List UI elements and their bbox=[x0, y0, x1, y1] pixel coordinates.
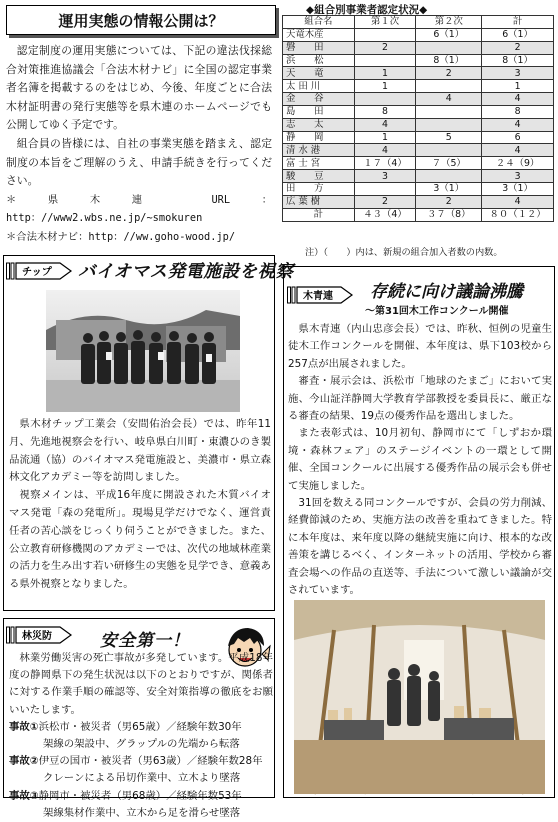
table-cell-name: 広 葉 樹 bbox=[283, 195, 355, 208]
accident-head: 事故② bbox=[9, 755, 39, 768]
accident-head: 事故③ bbox=[9, 789, 39, 802]
table-row bbox=[283, 67, 554, 80]
table-cell-c1: 3 bbox=[354, 170, 416, 183]
chip-label: チップ bbox=[22, 267, 52, 278]
table-cell-c1: 4 bbox=[354, 144, 416, 157]
header-cell: 計 bbox=[482, 16, 554, 29]
table-cell-name: 浜 松 bbox=[283, 54, 355, 67]
table-row bbox=[283, 157, 554, 170]
table-cell-c2: 8（1） bbox=[416, 54, 482, 67]
table-cell-total: 4 bbox=[482, 195, 554, 208]
accident-line2: 架線集材作業中、立木から足を滑らせ墜落 bbox=[43, 806, 241, 819]
table-cell-total: 1 bbox=[482, 80, 554, 93]
table-cell-c2: ３７（8） bbox=[416, 208, 482, 221]
table-cell-name: 天 竜 bbox=[283, 67, 355, 80]
info-paragraph: 認定制度の運用実態については、下記の違法伐採総合対策推進協議会「合法木材ナビ」に全国の認定事業者名簿を掲載するのをはじめ、今後、年度ごとに合法木材証明書の発行実態等を県木連のホームページでも公開してゆく予定です。 bbox=[6, 44, 272, 132]
table-cell-c2: 4 bbox=[416, 93, 482, 106]
safety-intro: 林業労働災害の死亡事故が多発しています。平成18年度の静岡県下の発生状況は以下のとおりですが、関係者に対する作業手順の確認等、安全対策指導の徹底をお願いいたします。 bbox=[9, 652, 273, 716]
table-cell-name: 金 谷 bbox=[283, 93, 355, 106]
table-cell-name: 志 太 bbox=[283, 118, 355, 131]
table-cell-c2: 2 bbox=[416, 67, 482, 80]
table-row bbox=[283, 28, 554, 41]
table-cell-c1: 1 bbox=[354, 67, 416, 80]
table-cell-c2 bbox=[416, 118, 482, 131]
youth-label: 木青連 bbox=[303, 291, 333, 302]
table-cell-c2: 3（1） bbox=[416, 182, 482, 195]
table-cell-total: 6（1） bbox=[482, 28, 554, 41]
table-cell-name: 島 田 bbox=[283, 105, 355, 118]
table-cell-c2: 6（1） bbox=[416, 28, 482, 41]
table-cell-total: 4 bbox=[482, 118, 554, 131]
table-cell-c1 bbox=[354, 54, 416, 67]
table-total-row bbox=[283, 208, 554, 221]
youth-subtitle: ～第31回木工作コンクール開催 bbox=[365, 306, 509, 317]
table-cell-c1: 1 bbox=[354, 80, 416, 93]
safety-label-arrow-icon bbox=[6, 624, 72, 646]
table-cell-c2: 2 bbox=[416, 195, 482, 208]
table-cell-total: 3 bbox=[482, 67, 554, 80]
table-cell-name: 清 水 港 bbox=[283, 144, 355, 157]
table-cell-total: 3（1） bbox=[482, 182, 554, 195]
table-cell-total: 2 bbox=[482, 41, 554, 54]
table-cell-name: 磐 田 bbox=[283, 41, 355, 54]
table-title: ◆組合別事業者認定状況◆ bbox=[306, 4, 428, 16]
youth-paragraph: また表彰式は、10月初旬、静岡市にて「しずおか環境・森林フェア」のステージイベントの一環として開催、全国コンクールに出展する優秀作品の展示会も併せて実施しました。 bbox=[288, 427, 552, 492]
accident-item bbox=[9, 788, 273, 822]
exhibition-hall-photo bbox=[294, 600, 545, 794]
accident-line2: 架線の架設中、グラップルの先端から転落 bbox=[43, 738, 240, 751]
table-cell-c2 bbox=[416, 41, 482, 54]
table-row bbox=[283, 195, 554, 208]
safety-body bbox=[9, 650, 273, 822]
table-cell-c1: 8 bbox=[354, 105, 416, 118]
safety-title: 安全第一！ bbox=[100, 631, 190, 651]
accident-line2: クレーンによる吊切作業中、立木より墜落 bbox=[43, 772, 241, 785]
table-cell-c2 bbox=[416, 144, 482, 157]
accident-item bbox=[9, 719, 273, 753]
accident-line1: 伊豆の国市・被災者（男63歳）／経験年数28年 bbox=[38, 755, 263, 768]
table-cell-name: 富 士 宮 bbox=[283, 157, 355, 170]
table-row bbox=[283, 80, 554, 93]
table-cell-name: 静 岡 bbox=[283, 131, 355, 144]
accident-line1: 静岡市・被災者（男68歳）／経験年数53年 bbox=[38, 789, 242, 802]
youth-label-arrow-icon bbox=[287, 284, 353, 306]
table-cell-c1: 1 bbox=[354, 131, 416, 144]
table-cell-name: 天竜木産 bbox=[283, 28, 355, 41]
table-row bbox=[283, 118, 554, 131]
accident-item bbox=[9, 753, 273, 787]
table-row bbox=[283, 144, 554, 157]
accident-head: 事故① bbox=[9, 720, 39, 733]
table-cell-c2 bbox=[416, 170, 482, 183]
table-cell-c1: １７（4） bbox=[354, 157, 416, 170]
youth-body bbox=[288, 321, 552, 600]
kenmokuren-url-link[interactable]: ＊県木連 URL：http：//www2.wbs.ne.jp/~smokuren bbox=[6, 193, 272, 225]
chip-body bbox=[9, 416, 271, 594]
table-cell-c1: 2 bbox=[354, 41, 416, 54]
youth-title: 存続に向け議論沸騰 bbox=[370, 282, 523, 302]
table-row bbox=[283, 170, 554, 183]
table-cell-c2: ７（5） bbox=[416, 157, 482, 170]
youth-paragraph: 審査・展示会は、浜松市「地球のたまご」において実施、今山証洋静岡大学教育学部教授を委員長に、厳正なる審査の結果、19点の優秀作品を選出しました。 bbox=[288, 375, 552, 423]
section-info-title: 運用実態の情報公開は？ bbox=[6, 5, 276, 35]
table-cell-c1: ４３（4） bbox=[354, 208, 416, 221]
table-row bbox=[283, 93, 554, 106]
table-cell-total: 4 bbox=[482, 93, 554, 106]
table-row bbox=[283, 105, 554, 118]
table-row bbox=[283, 54, 554, 67]
header-cell: 第１次 bbox=[354, 16, 416, 29]
chip-paragraph: 県木材チップ工業会（安間佑治会長）では、昨年11月、先進地視察会を行い、岐阜県白川町・東濃ひのき製品流通（協）のバイオマス発電施設と、美濃市・県立森林文化アカデミー等を訪問しました。 bbox=[9, 418, 271, 484]
table-cell-name: 田 方 bbox=[283, 182, 355, 195]
table-cell-total: 8（1） bbox=[482, 54, 554, 67]
info-paragraph: 組合員の皆様には、自社の事業実態を踏まえ、認定制度の本旨をご理解のうえ、申請手続きを行ってください。 bbox=[6, 136, 272, 188]
table-header-row bbox=[283, 16, 554, 29]
safety-label: 林災防 bbox=[22, 631, 52, 642]
table-cell-total: 4 bbox=[482, 144, 554, 157]
table-cell-c1 bbox=[354, 93, 416, 106]
table-row bbox=[283, 131, 554, 144]
table-cell-total: ２４（9） bbox=[482, 157, 554, 170]
table-cell-total: 3 bbox=[482, 170, 554, 183]
table-row bbox=[283, 41, 554, 54]
goho-wood-url-link[interactable]: ＊合法木材ナビ：http：//ww.goho-wood.jp/ bbox=[6, 230, 236, 243]
table-cell-total: ８０（１２） bbox=[482, 208, 554, 221]
table-cell-c2: 5 bbox=[416, 131, 482, 144]
youth-paragraph: 31回を数える同コンクールですが、会員の労力削減、経費節減のため、実施方法の改善を重ねてきました。特に本年度は、来年度以降の継続実施に向け、根本的な改善策を講じるべく、インターネットの活用、学校から審査会場への作品の直送等、手法について激しい議論が交されています。 bbox=[288, 497, 552, 597]
table-cell-c2 bbox=[416, 80, 482, 93]
header-cell: 第２次 bbox=[416, 16, 482, 29]
table-note: 注）（ ）内は、新規の組合加入者数の内数。 bbox=[305, 247, 503, 258]
table-cell-name: 太 田 川 bbox=[283, 80, 355, 93]
chip-label-arrow-icon bbox=[6, 260, 72, 282]
header-cell: 組合名 bbox=[283, 16, 355, 29]
biomass-visit-group-photo bbox=[46, 290, 240, 412]
table-cell-total: 8 bbox=[482, 105, 554, 118]
chip-paragraph: 視察メインは、平成16年度に開設された木質バイオマス発電「森の発電所」。現場見学だけでなく、運営責任者の苦心談をじっくり伺うことができました。また、公立教育研修機関のアカデミーでは、次代の地域林産業の活力を生み出す若い研修生の実態を見学でき、意義ある県外視察となりました。 bbox=[9, 489, 271, 591]
section-info-body bbox=[6, 42, 272, 247]
table-cell-c1: 4 bbox=[354, 118, 416, 131]
table-cell-c1 bbox=[354, 182, 416, 195]
table-cell-total: 6 bbox=[482, 131, 554, 144]
chip-title: バイオマス発電施設を視察 bbox=[78, 262, 294, 282]
table-cell-c1 bbox=[354, 28, 416, 41]
certification-table bbox=[282, 15, 554, 222]
table-cell-name: 計 bbox=[283, 208, 355, 221]
table-cell-name: 駿 豆 bbox=[283, 170, 355, 183]
table-cell-c1: 2 bbox=[354, 195, 416, 208]
accident-line1: 浜松市・被災者（男65歳）／経験年数30年 bbox=[38, 720, 242, 733]
youth-paragraph: 県木青連（内山忠彦会長）では、昨秋、恒例の児童生徒木工作コンクールを開催、本年度は、県下103校から257点が出展されました。 bbox=[288, 323, 552, 370]
table-row bbox=[283, 182, 554, 195]
table-cell-c2 bbox=[416, 105, 482, 118]
